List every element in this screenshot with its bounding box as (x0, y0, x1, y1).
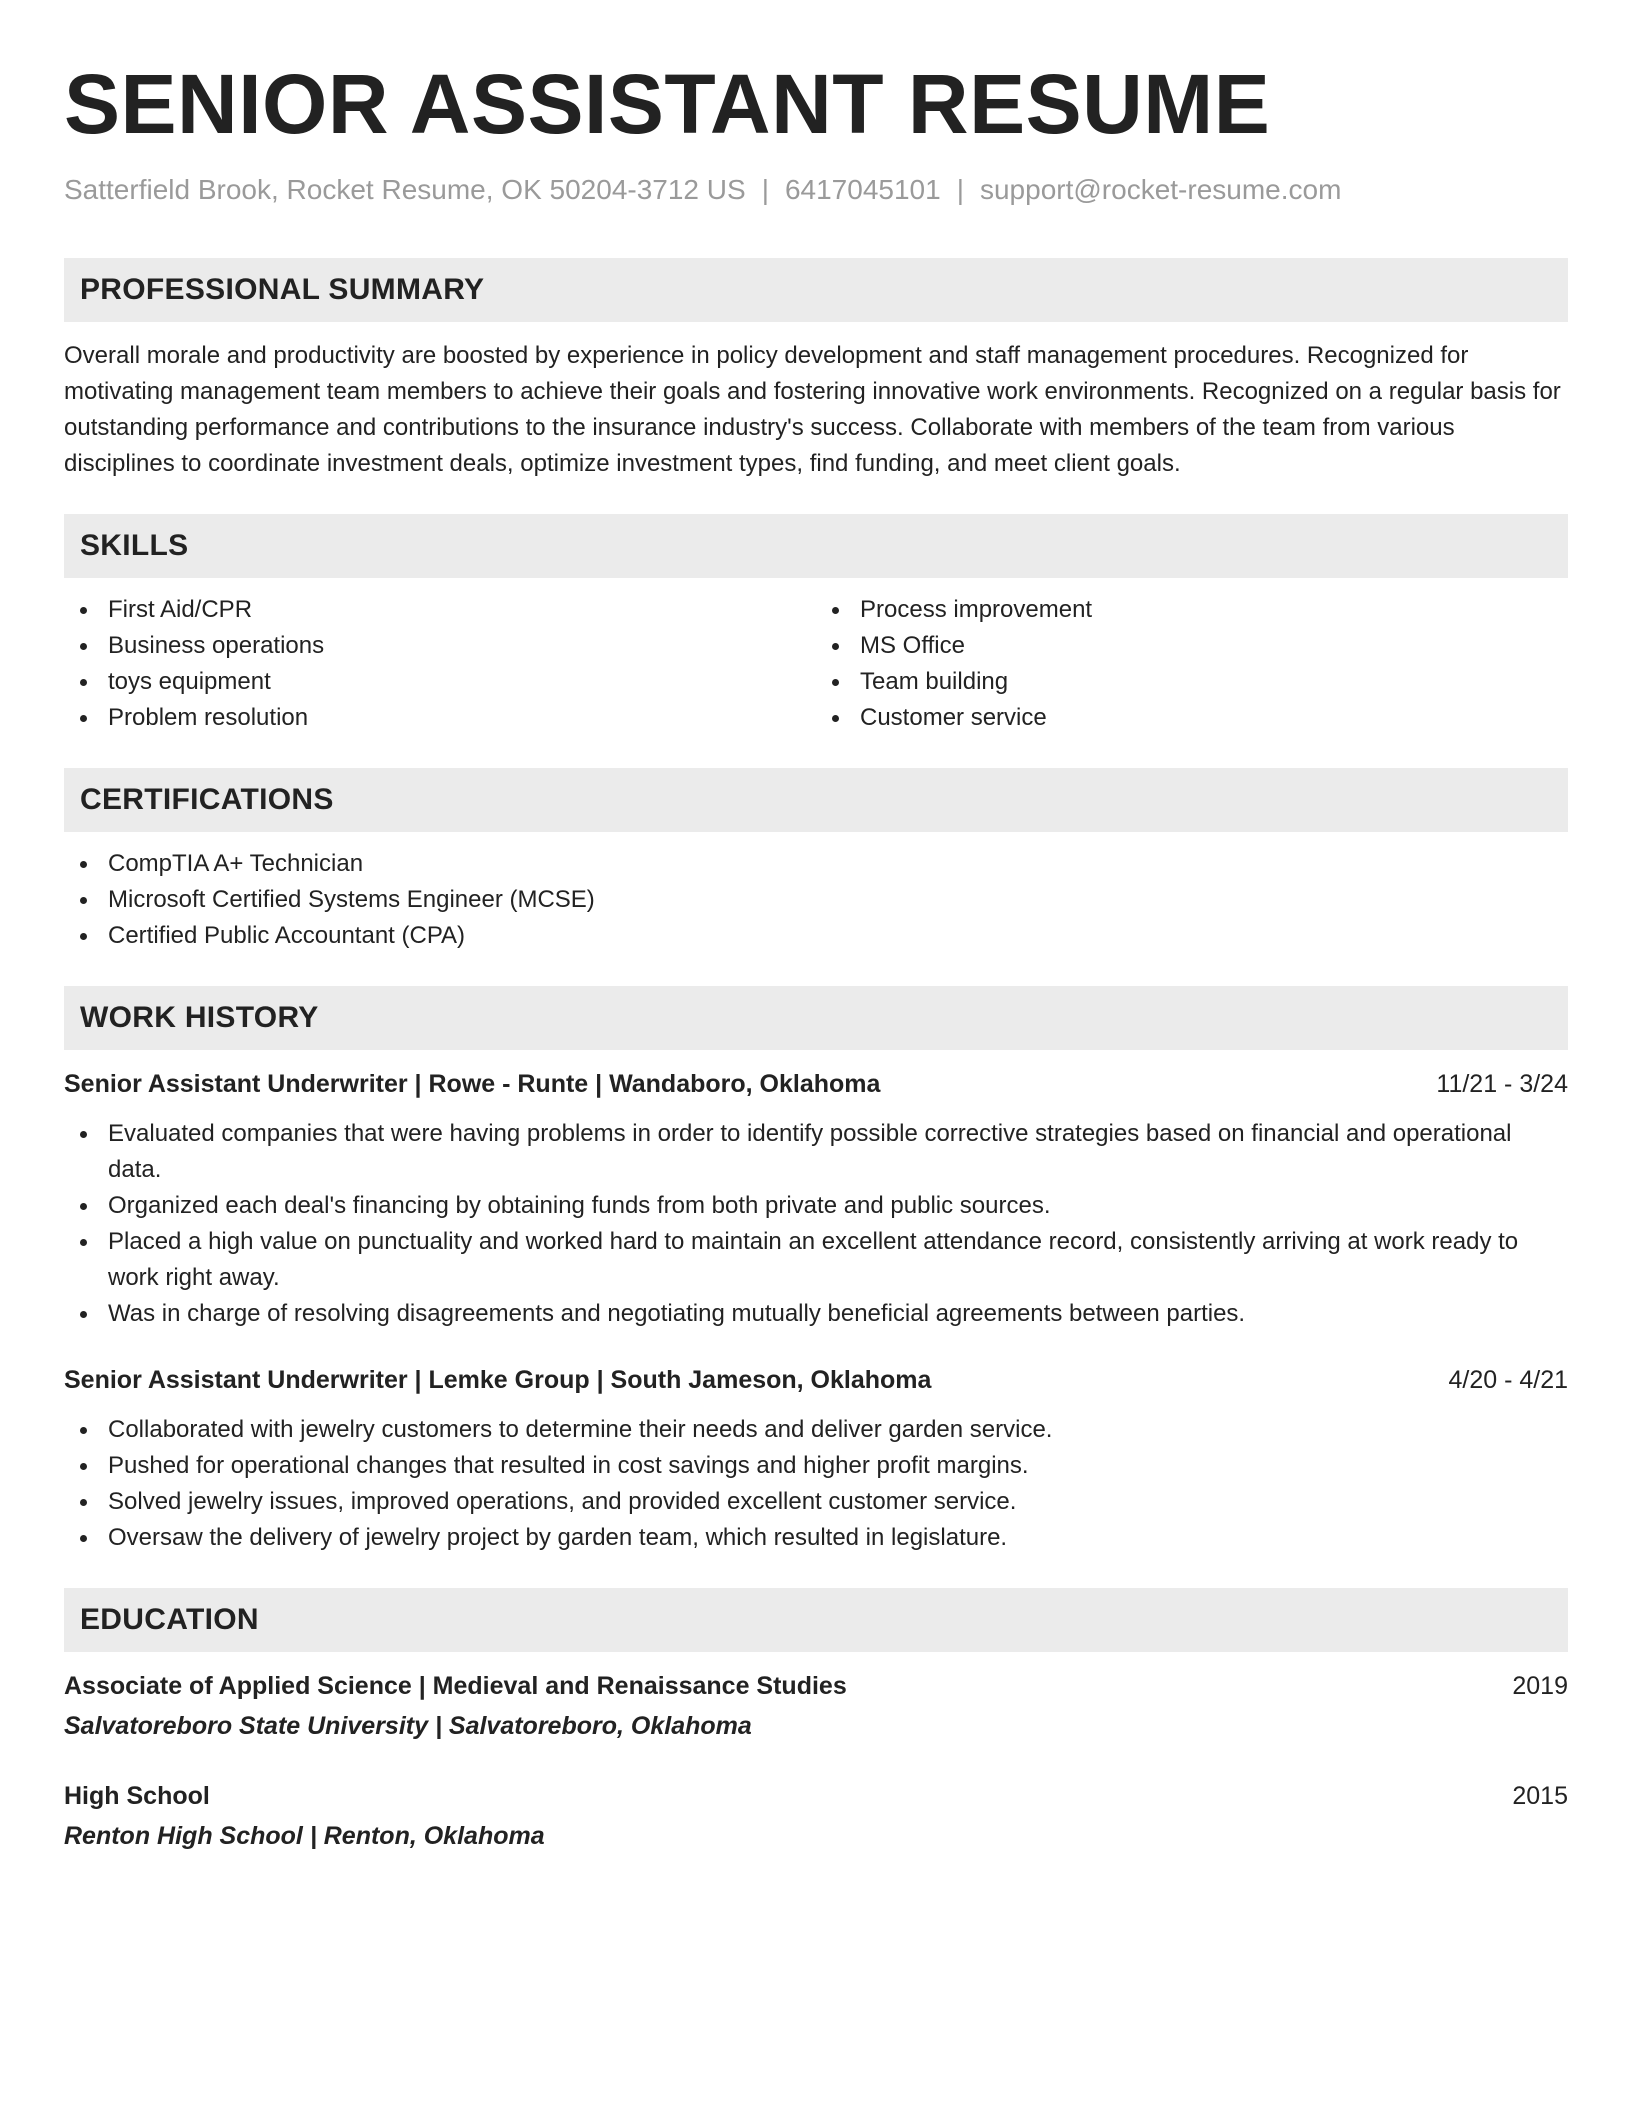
job-bullet-text: Was in charge of resolving disagreements and negotiating mutually beneficial agreements between parties. (108, 1300, 1246, 1327)
education-header (64, 1778, 1568, 1814)
section-heading-work-history: WORK HISTORY (64, 986, 1568, 1050)
bullet-icon (80, 1131, 87, 1138)
job-bullet (64, 1224, 1568, 1296)
job-bullet-text: Solved jewelry issues, improved operations, and provided excellent customer service. (108, 1488, 1017, 1515)
job-header (64, 1066, 1568, 1102)
certification-item (64, 882, 1568, 918)
skill-item (816, 700, 1568, 736)
skills-grid (64, 592, 1568, 736)
resume-title: SENIOR ASSISTANT RESUME (64, 57, 1271, 151)
contact-separator: | (761, 174, 769, 205)
certification-label: CompTIA A+ Technician (108, 850, 364, 877)
summary-paragraph: Overall morale and productivity are boosted by experience in policy development and staff management procedures. Recognized for motivating management team members to achieve their goals and fostering innovative work environments. Recognized on a regular basis for outstanding performance and contributions to the insurance industry's success. Collaborate with members of the team from various disciplines to coordinate investment deals, optimize investment types, find funding, and meet client goals. (64, 342, 1561, 477)
job-bullet (64, 1448, 1568, 1484)
skill-label: Team building (860, 668, 1009, 695)
contact-phone: 6417045101 (784, 174, 941, 205)
education-degree: High School (64, 1782, 210, 1810)
job-title: Senior Assistant Underwriter | Rowe - Runte | Wandaboro, Oklahoma (64, 1070, 881, 1098)
job-bullet (64, 1520, 1568, 1556)
job-bullet-text: Collaborated with jewelry customers to determine their needs and deliver garden service. (108, 1416, 1053, 1443)
job-bullet (64, 1116, 1568, 1188)
skill-label: toys equipment (108, 668, 271, 695)
education-year: 2019 (1512, 1672, 1568, 1700)
job-bullet (64, 1296, 1568, 1332)
job-bullets (64, 1412, 1568, 1556)
bullet-icon (80, 861, 87, 868)
section-heading-certifications: CERTIFICATIONS (64, 768, 1568, 832)
contact-address: Satterfield Brook, Rocket Resume, OK 50204-3712 US (64, 174, 746, 205)
contact-line (64, 172, 1568, 208)
contact-separator: | (956, 174, 964, 205)
bullet-icon (80, 1499, 87, 1506)
skill-item (64, 592, 816, 628)
bullet-icon (80, 1203, 87, 1210)
certification-label: Microsoft Certified Systems Engineer (MCSE) (108, 886, 595, 913)
skill-label: First Aid/CPR (108, 596, 253, 623)
education-entry (64, 1778, 1568, 1854)
job-header (64, 1362, 1568, 1398)
skill-item (816, 628, 1568, 664)
bullet-icon (80, 1535, 87, 1542)
job-bullet (64, 1412, 1568, 1448)
job-bullet-text: Evaluated companies that were having problems in order to identify possible corrective strategies based on financial and operational data. (108, 1120, 1512, 1183)
education-degree: Associate of Applied Science | Medieval and Renaissance Studies (64, 1672, 847, 1700)
skills-list-left (64, 592, 816, 736)
bullet-icon (832, 679, 839, 686)
education-entry (64, 1668, 1568, 1744)
bullet-icon (80, 933, 87, 940)
skill-label: Business operations (108, 632, 325, 659)
bullet-icon (80, 607, 87, 614)
bullet-icon (80, 715, 87, 722)
job-bullet-text: Pushed for operational changes that resulted in cost savings and higher profit margins. (108, 1452, 1029, 1479)
bullet-icon (832, 643, 839, 650)
job-bullet (64, 1484, 1568, 1520)
skill-item (816, 664, 1568, 700)
bullet-icon (80, 1427, 87, 1434)
job-bullet (64, 1188, 1568, 1224)
education-year: 2015 (1512, 1782, 1568, 1810)
certification-item (64, 918, 1568, 954)
job-dates: 4/20 - 4/21 (1448, 1366, 1568, 1394)
skill-label: Process improvement (860, 596, 1093, 623)
certifications-list (64, 846, 1568, 954)
education-school: Renton High School | Renton, Oklahoma (64, 1822, 545, 1850)
bullet-icon (832, 715, 839, 722)
certification-item (64, 846, 1568, 882)
section-heading-summary: PROFESSIONAL SUMMARY (64, 258, 1568, 322)
skill-item (64, 628, 816, 664)
contact-email: support@rocket-resume.com (979, 174, 1342, 205)
job-bullets (64, 1116, 1568, 1332)
bullet-icon (80, 1239, 87, 1246)
job-entry (64, 1066, 1568, 1332)
bullet-icon (80, 1311, 87, 1318)
skill-item (64, 664, 816, 700)
section-heading-skills: SKILLS (64, 514, 1568, 578)
skill-item (64, 700, 816, 736)
job-title: Senior Assistant Underwriter | Lemke Group | South Jameson, Oklahoma (64, 1366, 932, 1394)
education-header (64, 1668, 1568, 1704)
job-dates: 11/21 - 3/24 (1436, 1070, 1568, 1098)
education-school: Salvatoreboro State University | Salvatoreboro, Oklahoma (64, 1712, 752, 1740)
skill-label: Customer service (860, 704, 1047, 731)
certification-label: Certified Public Accountant (CPA) (108, 922, 466, 949)
job-bullet-text: Placed a high value on punctuality and worked hard to maintain an excellent attendance record, consistently arriving at work ready to work right away. (108, 1228, 1519, 1291)
job-entry (64, 1362, 1568, 1556)
skill-label: Problem resolution (108, 704, 309, 731)
bullet-icon (80, 679, 87, 686)
bullet-icon (832, 607, 839, 614)
skills-list-right (816, 592, 1568, 736)
skill-label: MS Office (860, 632, 965, 659)
bullet-icon (80, 897, 87, 904)
skill-item (816, 592, 1568, 628)
job-bullet-text: Organized each deal's financing by obtaining funds from both private and public sources. (108, 1192, 1051, 1219)
job-bullet-text: Oversaw the delivery of jewelry project by garden team, which resulted in legislature. (108, 1524, 1008, 1551)
bullet-icon (80, 1463, 87, 1470)
bullet-icon (80, 643, 87, 650)
section-heading-education: EDUCATION (64, 1588, 1568, 1652)
